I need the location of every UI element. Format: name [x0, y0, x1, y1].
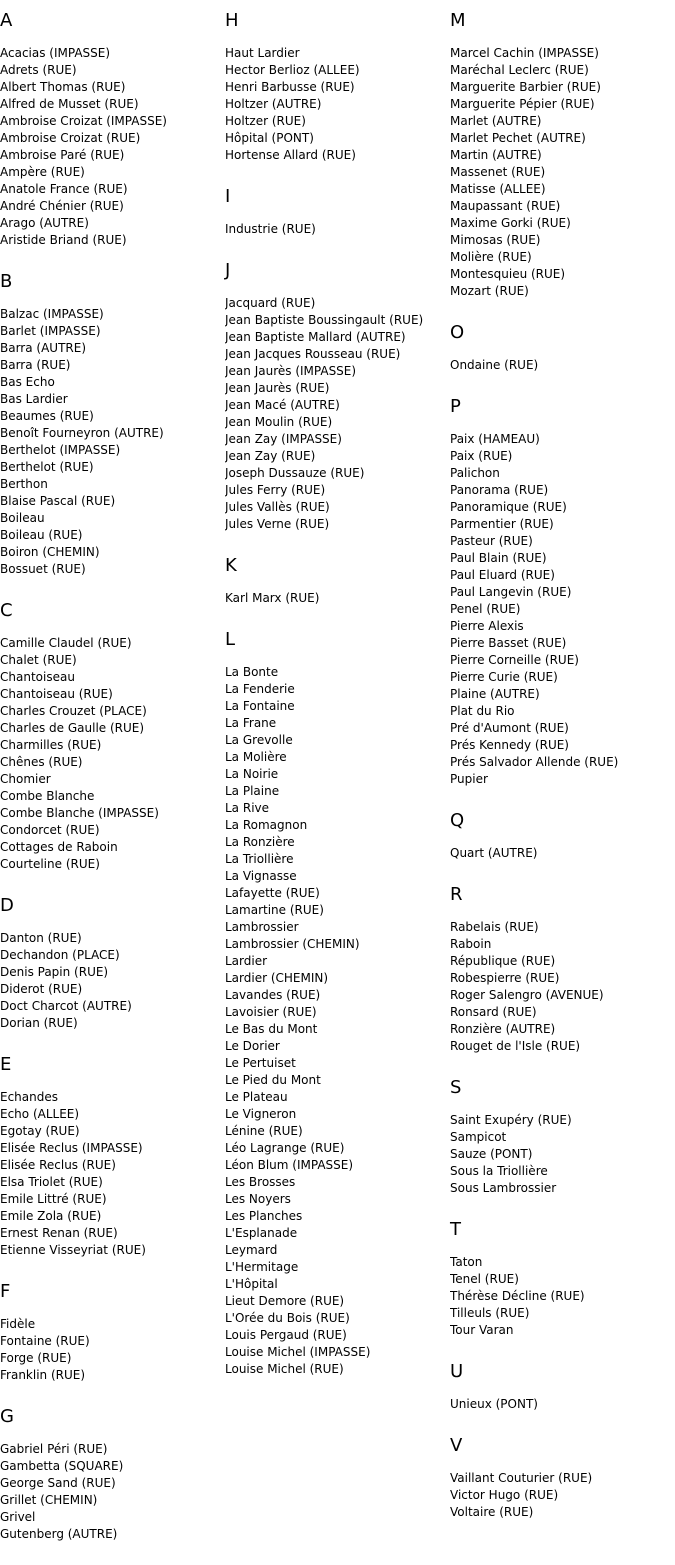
- street-list: [0, 1316, 225, 1384]
- street-entry: Lieut Demore (RUE): [225, 1294, 345, 1308]
- section-letter-heading: Q: [450, 810, 465, 831]
- street-entry: Albert Thomas (RUE): [0, 80, 126, 94]
- street-entry: Joseph Dussauze (RUE): [225, 466, 365, 480]
- street-entry: Berthelot (RUE): [0, 460, 94, 474]
- section-letter-heading: L: [225, 629, 236, 650]
- street-entry: Vaillant Couturier (RUE): [450, 1471, 593, 1485]
- street-entry: Bas Echo: [0, 375, 55, 389]
- street-entry: Jean Zay (IMPASSE): [225, 432, 342, 446]
- street-entry: Elsa Triolet (RUE): [0, 1175, 103, 1189]
- street-entry: Berthelot (IMPASSE): [0, 443, 121, 457]
- street-entry: Cottages de Raboin: [0, 840, 118, 854]
- street-entry: Egotay (RUE): [0, 1124, 80, 1138]
- street-list: [225, 45, 450, 164]
- street-entry: Barra (RUE): [0, 358, 71, 372]
- section-letter-heading: G: [0, 1406, 14, 1427]
- street-entry: Lardier: [225, 954, 268, 968]
- street-entry: Tilleuls (RUE): [450, 1306, 530, 1320]
- street-entry: Courteline (RUE): [0, 857, 100, 871]
- street-entry: Industrie (RUE): [225, 222, 316, 236]
- section-letter-heading: K: [225, 555, 237, 576]
- letter-section: [225, 260, 450, 533]
- street-entry: Charles de Gaulle (RUE): [0, 721, 145, 735]
- section-letter-heading: V: [450, 1435, 463, 1456]
- letter-section: [0, 10, 225, 249]
- street-entry: Jean Jaurès (IMPASSE): [225, 364, 357, 378]
- letter-section: [450, 810, 675, 862]
- street-entry: Plaine (AUTRE): [450, 687, 540, 701]
- street-entry: Jean Macé (AUTRE): [225, 398, 340, 412]
- street-entry: Charmilles (RUE): [0, 738, 102, 752]
- street-entry: Lardier (CHEMIN): [225, 971, 329, 985]
- street-entry: Alfred de Musset (RUE): [0, 97, 139, 111]
- street-entry: Chomier: [0, 772, 51, 786]
- street-entry: Louise Michel (RUE): [225, 1362, 344, 1376]
- index-column-3: [450, 10, 675, 1543]
- street-entry: Raboin: [450, 937, 492, 951]
- street-entry: Fidèle: [0, 1317, 36, 1331]
- street-list: [450, 1396, 675, 1413]
- street-entry: Denis Papin (RUE): [0, 965, 109, 979]
- street-list: [450, 1112, 675, 1197]
- street-entry: Plat du Rio: [450, 704, 515, 718]
- street-list: [0, 635, 225, 873]
- letter-section: [225, 555, 450, 607]
- street-entry: Sous Lambrossier: [450, 1181, 557, 1195]
- street-list: [450, 45, 675, 300]
- street-entry: Rouget de l'Isle (RUE): [450, 1039, 581, 1053]
- street-entry: L'Hôpital: [225, 1277, 278, 1291]
- street-list: [450, 431, 675, 788]
- street-entry: Sous la Triollière: [450, 1164, 548, 1178]
- letter-section: [450, 1077, 675, 1197]
- street-entry: Bossuet (RUE): [0, 562, 86, 576]
- section-letter-heading: J: [225, 260, 231, 281]
- street-entry: Pupier: [450, 772, 488, 786]
- street-entry: Jules Ferry (RUE): [225, 483, 326, 497]
- street-entry: Boiron (CHEMIN): [0, 545, 100, 559]
- street-entry: Marlet Pechet (AUTRE): [450, 131, 586, 145]
- street-entry: Ambroise Croizat (IMPASSE): [0, 114, 167, 128]
- street-list: [0, 45, 225, 249]
- street-entry: Panorama (RUE): [450, 483, 549, 497]
- street-list: [450, 845, 675, 862]
- street-entry: Jules Vallès (RUE): [225, 500, 330, 514]
- street-entry: Hôpital (PONT): [225, 131, 314, 145]
- street-entry: Holtzer (AUTRE): [225, 97, 322, 111]
- street-entry: Le Vigneron: [225, 1107, 297, 1121]
- street-entry: Arago (AUTRE): [0, 216, 89, 230]
- street-entry: Paul Langevin (RUE): [450, 585, 572, 599]
- street-list: [225, 590, 450, 607]
- street-entry: Quart (AUTRE): [450, 846, 538, 860]
- street-list: [450, 357, 675, 374]
- street-entry: Karl Marx (RUE): [225, 591, 320, 605]
- street-entry: Paix (RUE): [450, 449, 513, 463]
- street-entry: Saint Exupéry (RUE): [450, 1113, 572, 1127]
- section-letter-heading: A: [0, 10, 13, 31]
- street-entry: Gabriel Péri (RUE): [0, 1442, 108, 1456]
- street-entry: Montesquieu (RUE): [450, 267, 566, 281]
- street-entry: George Sand (RUE): [0, 1476, 116, 1490]
- street-entry: Massenet (RUE): [450, 165, 546, 179]
- street-entry: Anatole France (RUE): [0, 182, 128, 196]
- street-entry: Prés Salvador Allende (RUE): [450, 755, 619, 769]
- street-entry: Paul Blain (RUE): [450, 551, 547, 565]
- section-letter-heading: D: [0, 895, 14, 916]
- letter-section: [225, 186, 450, 238]
- street-entry: Ernest Renan (RUE): [0, 1226, 118, 1240]
- letter-section: [450, 10, 675, 300]
- street-entry: Unieux (PONT): [450, 1397, 538, 1411]
- street-entry: Leymard: [225, 1243, 278, 1257]
- street-entry: Jean Moulin (RUE): [225, 415, 333, 429]
- street-entry: Balzac (IMPASSE): [0, 307, 104, 321]
- street-entry: Maréchal Leclerc (RUE): [450, 63, 589, 77]
- street-entry: Paix (HAMEAU): [450, 432, 540, 446]
- street-entry: Combe Blanche: [0, 789, 95, 803]
- letter-section: [0, 895, 225, 1032]
- street-entry: Chantoiseau: [0, 670, 75, 684]
- section-letter-heading: H: [225, 10, 239, 31]
- street-entry: Marcel Cachin (IMPASSE): [450, 46, 599, 60]
- letter-section: [0, 1406, 225, 1543]
- letter-section: [450, 1435, 675, 1521]
- letter-section: [0, 600, 225, 873]
- street-entry: Grivel: [0, 1510, 36, 1524]
- street-entry: Franklin (RUE): [0, 1368, 86, 1382]
- street-entry: Condorcet (RUE): [0, 823, 100, 837]
- section-letter-heading: I: [225, 186, 231, 207]
- street-entry: La Noirie: [225, 767, 279, 781]
- section-letter-heading: P: [450, 396, 461, 417]
- street-entry: La Romagnon: [225, 818, 308, 832]
- street-entry: Taton: [450, 1255, 483, 1269]
- street-entry: Marguerite Pépier (RUE): [450, 97, 595, 111]
- street-entry: Emile Zola (RUE): [0, 1209, 102, 1223]
- letter-section: [0, 271, 225, 578]
- street-entry: Forge (RUE): [0, 1351, 72, 1365]
- street-entry: La Frane: [225, 716, 277, 730]
- street-entry: Ampère (RUE): [0, 165, 85, 179]
- street-entry: L'Orée du Bois (RUE): [225, 1311, 350, 1325]
- street-entry: Boileau: [0, 511, 45, 525]
- street-entry: Tenel (RUE): [450, 1272, 519, 1286]
- street-entry: Pierre Alexis: [450, 619, 524, 633]
- street-entry: Voltaire (RUE): [450, 1505, 534, 1519]
- street-entry: Lavoisier (RUE): [225, 1005, 317, 1019]
- street-entry: Dorian (RUE): [0, 1016, 78, 1030]
- street-entry: Martin (AUTRE): [450, 148, 542, 162]
- street-entry: Hortense Allard (RUE): [225, 148, 356, 162]
- street-entry: Matisse (ALLEE): [450, 182, 546, 196]
- street-entry: Lambrossier (CHEMIN): [225, 937, 360, 951]
- street-entry: Fontaine (RUE): [0, 1334, 90, 1348]
- street-entry: Gambetta (SQUARE): [0, 1459, 124, 1473]
- street-entry: Benoît Fourneyron (AUTRE): [0, 426, 164, 440]
- street-entry: Ronzière (AUTRE): [450, 1022, 556, 1036]
- letter-section: [450, 322, 675, 374]
- street-entry: Penel (RUE): [450, 602, 521, 616]
- street-entry: Léo Lagrange (RUE): [225, 1141, 345, 1155]
- street-entry: Panoramique (RUE): [450, 500, 567, 514]
- street-entry: Marlet (AUTRE): [450, 114, 542, 128]
- street-entry: Bas Lardier: [0, 392, 68, 406]
- street-entry: Le Pertuiset: [225, 1056, 296, 1070]
- street-entry: Le Plateau: [225, 1090, 288, 1104]
- street-entry: Paul Eluard (RUE): [450, 568, 555, 582]
- street-entry: La Vignasse: [225, 869, 297, 883]
- street-entry: La Fenderie: [225, 682, 295, 696]
- street-entry: Emile Littré (RUE): [0, 1192, 107, 1206]
- street-entry: Doct Charcot (AUTRE): [0, 999, 132, 1013]
- street-entry: André Chénier (RUE): [0, 199, 124, 213]
- street-entry: Hector Berlioz (ALLEE): [225, 63, 360, 77]
- section-letter-heading: B: [0, 271, 13, 292]
- letter-section: [225, 629, 450, 1378]
- street-entry: Palichon: [450, 466, 500, 480]
- street-entry: Gutenberg (AUTRE): [0, 1527, 118, 1541]
- street-entry: Barra (AUTRE): [0, 341, 87, 355]
- street-list: [0, 306, 225, 578]
- street-list: [225, 221, 450, 238]
- street-entry: Acacias (IMPASSE): [0, 46, 111, 60]
- street-entry: Jean Jaurès (RUE): [225, 381, 330, 395]
- street-entry: Barlet (IMPASSE): [0, 324, 101, 338]
- street-entry: Elisée Reclus (IMPASSE): [0, 1141, 143, 1155]
- street-entry: Les Noyers: [225, 1192, 291, 1206]
- section-letter-heading: O: [450, 322, 465, 343]
- street-entry: Les Planches: [225, 1209, 303, 1223]
- street-entry: La Plaine: [225, 784, 280, 798]
- street-entry: Jean Zay (RUE): [225, 449, 316, 463]
- street-entry: Ambroise Paré (RUE): [0, 148, 125, 162]
- street-entry: Jean Baptiste Boussingault (RUE): [225, 313, 424, 327]
- section-letter-heading: E: [0, 1054, 12, 1075]
- street-entry: Pierre Basset (RUE): [450, 636, 567, 650]
- street-entry: Louis Pergaud (RUE): [225, 1328, 347, 1342]
- street-list: [0, 1441, 225, 1543]
- street-entry: Le Pied du Mont: [225, 1073, 321, 1087]
- street-entry: La Ronzière: [225, 835, 295, 849]
- section-letter-heading: R: [450, 884, 463, 905]
- street-entry: Adrets (RUE): [0, 63, 77, 77]
- street-entry: Aristide Briand (RUE): [0, 233, 127, 247]
- street-entry: Chênes (RUE): [0, 755, 83, 769]
- street-entry: La Fontaine: [225, 699, 295, 713]
- street-entry: Tour Varan: [450, 1323, 514, 1337]
- street-entry: Echandes: [0, 1090, 58, 1104]
- street-entry: Echo (ALLEE): [0, 1107, 80, 1121]
- street-entry: Roger Salengro (AVENUE): [450, 988, 604, 1002]
- street-entry: Combe Blanche (IMPASSE): [0, 806, 159, 820]
- street-entry: Ondaine (RUE): [450, 358, 539, 372]
- street-entry: Pasteur (RUE): [450, 534, 533, 548]
- street-entry: Lafayette (RUE): [225, 886, 320, 900]
- street-entry: Lambrossier: [225, 920, 299, 934]
- street-entry: Marguerite Barbier (RUE): [450, 80, 601, 94]
- street-entry: Charles Crouzet (PLACE): [0, 704, 147, 718]
- street-entry: Lamartine (RUE): [225, 903, 324, 917]
- street-entry: Louise Michel (IMPASSE): [225, 1345, 371, 1359]
- section-letter-heading: M: [450, 10, 466, 31]
- street-list: [450, 1470, 675, 1521]
- street-entry: Molière (RUE): [450, 250, 532, 264]
- street-entry: Camille Claudel (RUE): [0, 636, 132, 650]
- street-list: [450, 1254, 675, 1339]
- street-entry: Sampicot: [450, 1130, 507, 1144]
- street-entry: Jean Baptiste Mallard (AUTRE): [225, 330, 406, 344]
- street-entry: Berthon: [0, 477, 48, 491]
- street-entry: Robespierre (RUE): [450, 971, 560, 985]
- street-entry: La Triollière: [225, 852, 294, 866]
- street-entry: Boileau (RUE): [0, 528, 83, 542]
- section-letter-heading: U: [450, 1361, 464, 1382]
- street-entry: Rabelais (RUE): [450, 920, 539, 934]
- street-entry: La Bonte: [225, 665, 279, 679]
- street-entry: Le Dorier: [225, 1039, 280, 1053]
- street-entry: Diderot (RUE): [0, 982, 83, 996]
- street-entry: Jean Jacques Rousseau (RUE): [225, 347, 401, 361]
- letter-section: [225, 10, 450, 164]
- street-entry: Thérèse Décline (RUE): [450, 1289, 585, 1303]
- letter-section: [450, 396, 675, 788]
- street-entry: République (RUE): [450, 954, 556, 968]
- street-list: [450, 919, 675, 1055]
- street-entry: Lénine (RUE): [225, 1124, 303, 1138]
- street-entry: Ambroise Croizat (RUE): [0, 131, 141, 145]
- street-entry: Parmentier (RUE): [450, 517, 554, 531]
- street-entry: Léon Blum (IMPASSE): [225, 1158, 354, 1172]
- street-entry: Pierre Corneille (RUE): [450, 653, 579, 667]
- letter-section: [450, 1361, 675, 1413]
- street-entry: La Rive: [225, 801, 270, 815]
- index-column-2: [225, 10, 450, 1400]
- street-entry: Grillet (CHEMIN): [0, 1493, 98, 1507]
- street-entry: Danton (RUE): [0, 931, 82, 945]
- section-letter-heading: C: [0, 600, 13, 621]
- letter-section: [0, 1054, 225, 1259]
- street-entry: Holtzer (RUE): [225, 114, 306, 128]
- street-entry: Le Bas du Mont: [225, 1022, 318, 1036]
- street-entry: Maupassant (RUE): [450, 199, 561, 213]
- street-entry: L'Esplanade: [225, 1226, 298, 1240]
- street-entry: Chantoiseau (RUE): [0, 687, 113, 701]
- street-entry: Jules Verne (RUE): [225, 517, 330, 531]
- street-list: [0, 930, 225, 1032]
- letter-section: [0, 1281, 225, 1384]
- street-entry: Jacquard (RUE): [225, 296, 316, 310]
- letter-section: [450, 1219, 675, 1339]
- street-entry: Lavandes (RUE): [225, 988, 321, 1002]
- street-list: [0, 1089, 225, 1259]
- section-letter-heading: S: [450, 1077, 462, 1098]
- street-entry: Haut Lardier: [225, 46, 300, 60]
- street-entry: Henri Barbusse (RUE): [225, 80, 355, 94]
- index-column-1: [0, 10, 225, 1565]
- street-entry: Dechandon (PLACE): [0, 948, 120, 962]
- street-entry: Blaise Pascal (RUE): [0, 494, 116, 508]
- section-letter-heading: T: [450, 1219, 461, 1240]
- street-entry: Victor Hugo (RUE): [450, 1488, 559, 1502]
- letter-section: [450, 884, 675, 1055]
- street-entry: Chalet (RUE): [0, 653, 77, 667]
- section-letter-heading: F: [0, 1281, 11, 1302]
- street-entry: La Molière: [225, 750, 287, 764]
- street-entry: La Grevolle: [225, 733, 293, 747]
- street-entry: L'Hermitage: [225, 1260, 299, 1274]
- street-entry: Sauze (PONT): [450, 1147, 533, 1161]
- street-entry: Maxime Gorki (RUE): [450, 216, 571, 230]
- street-entry: Prés Kennedy (RUE): [450, 738, 569, 752]
- street-entry: Les Brosses: [225, 1175, 296, 1189]
- street-entry: Pré d'Aumont (RUE): [450, 721, 569, 735]
- street-list: [225, 664, 450, 1378]
- street-entry: Mozart (RUE): [450, 284, 529, 298]
- street-entry: Etienne Visseyriat (RUE): [0, 1243, 146, 1257]
- street-entry: Beaumes (RUE): [0, 409, 94, 423]
- street-entry: Mimosas (RUE): [450, 233, 541, 247]
- street-entry: Pierre Curie (RUE): [450, 670, 558, 684]
- street-entry: Elisée Reclus (RUE): [0, 1158, 116, 1172]
- street-list: [225, 295, 450, 533]
- street-entry: Ronsard (RUE): [450, 1005, 537, 1019]
